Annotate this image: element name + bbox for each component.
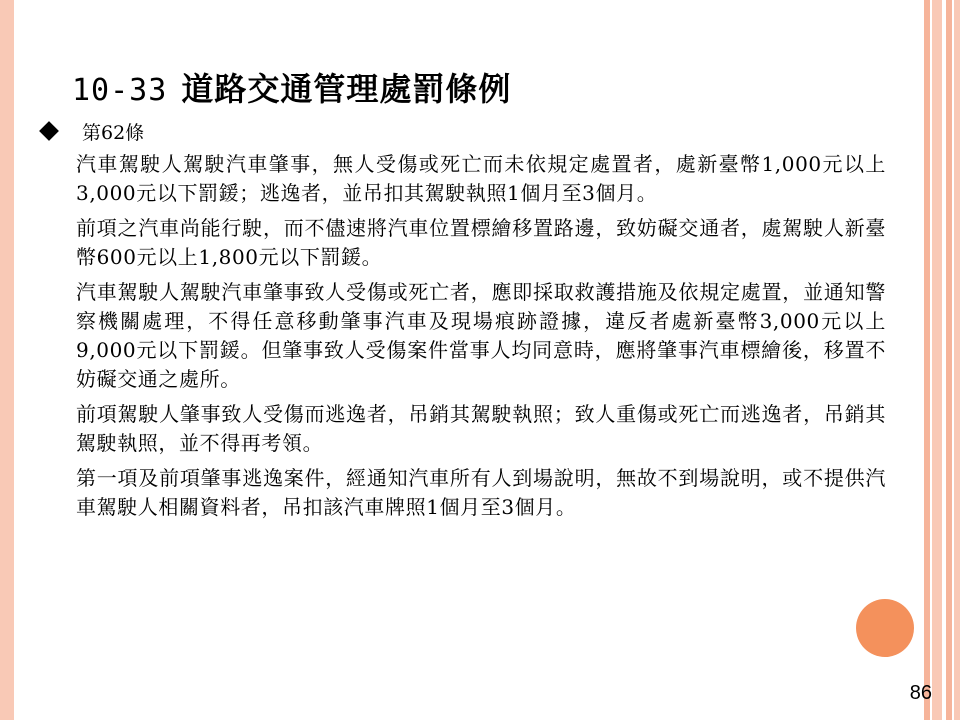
title-text: 道路交通管理處罰條例 bbox=[181, 70, 512, 108]
paragraph: 第一項及前項肇事逃逸案件，經通知汽車所有人到場說明，無故不到場說明，或不提供汽車駕駛人相關資料者，吊扣該汽車牌照1個月至3個月。 bbox=[76, 466, 886, 519]
article-bullet bbox=[36, 118, 144, 144]
article-content bbox=[76, 150, 886, 528]
title-number: 10-33 bbox=[72, 73, 168, 108]
right-frame-stripe bbox=[954, 0, 960, 720]
paragraph: 前項之汽車尚能行駛，而不儘速將汽車位置標繪移置路邊，致妨礙交通者，處駕駛人新臺幣600元以上1,800元以下罰鍰。 bbox=[76, 216, 886, 269]
diamond-bullet-icon bbox=[39, 121, 59, 141]
left-frame-stripe bbox=[0, 0, 14, 720]
right-frame-stripe bbox=[932, 0, 942, 720]
decorative-circle bbox=[856, 599, 914, 657]
paragraph: 前項駕駛人肇事致人受傷而逃逸者，吊銷其駕駛執照；致人重傷或死亡而逃逸者，吊銷其駕駛執照，並不得再考領。 bbox=[76, 402, 886, 455]
paragraph: 汽車駕駛人駕駛汽車肇事致人受傷或死亡者，應即採取救護措施及依規定處置，並通知警察機關處理，不得任意移動肇事汽車及現場痕跡證據，違反者處新臺幣3,000元以上9,000元以下罰鍰。但肇事致人受傷案件當事人均同意時，應將肇事汽車標繪後，移置不妨礙交通之處所。 bbox=[76, 280, 886, 391]
paragraph: 汽車駕駛人駕駛汽車肇事，無人受傷或死亡而未依規定處置者，處新臺幣1,000元以上3,000元以下罰鍰；逃逸者，並吊扣其駕駛執照1個月至3個月。 bbox=[76, 152, 886, 205]
right-frame-stripe bbox=[924, 0, 930, 720]
slide-title bbox=[72, 64, 511, 110]
page-number: 86 bbox=[909, 682, 932, 704]
right-frame-stripe bbox=[946, 0, 952, 720]
article-label: 第62條 bbox=[82, 121, 145, 144]
